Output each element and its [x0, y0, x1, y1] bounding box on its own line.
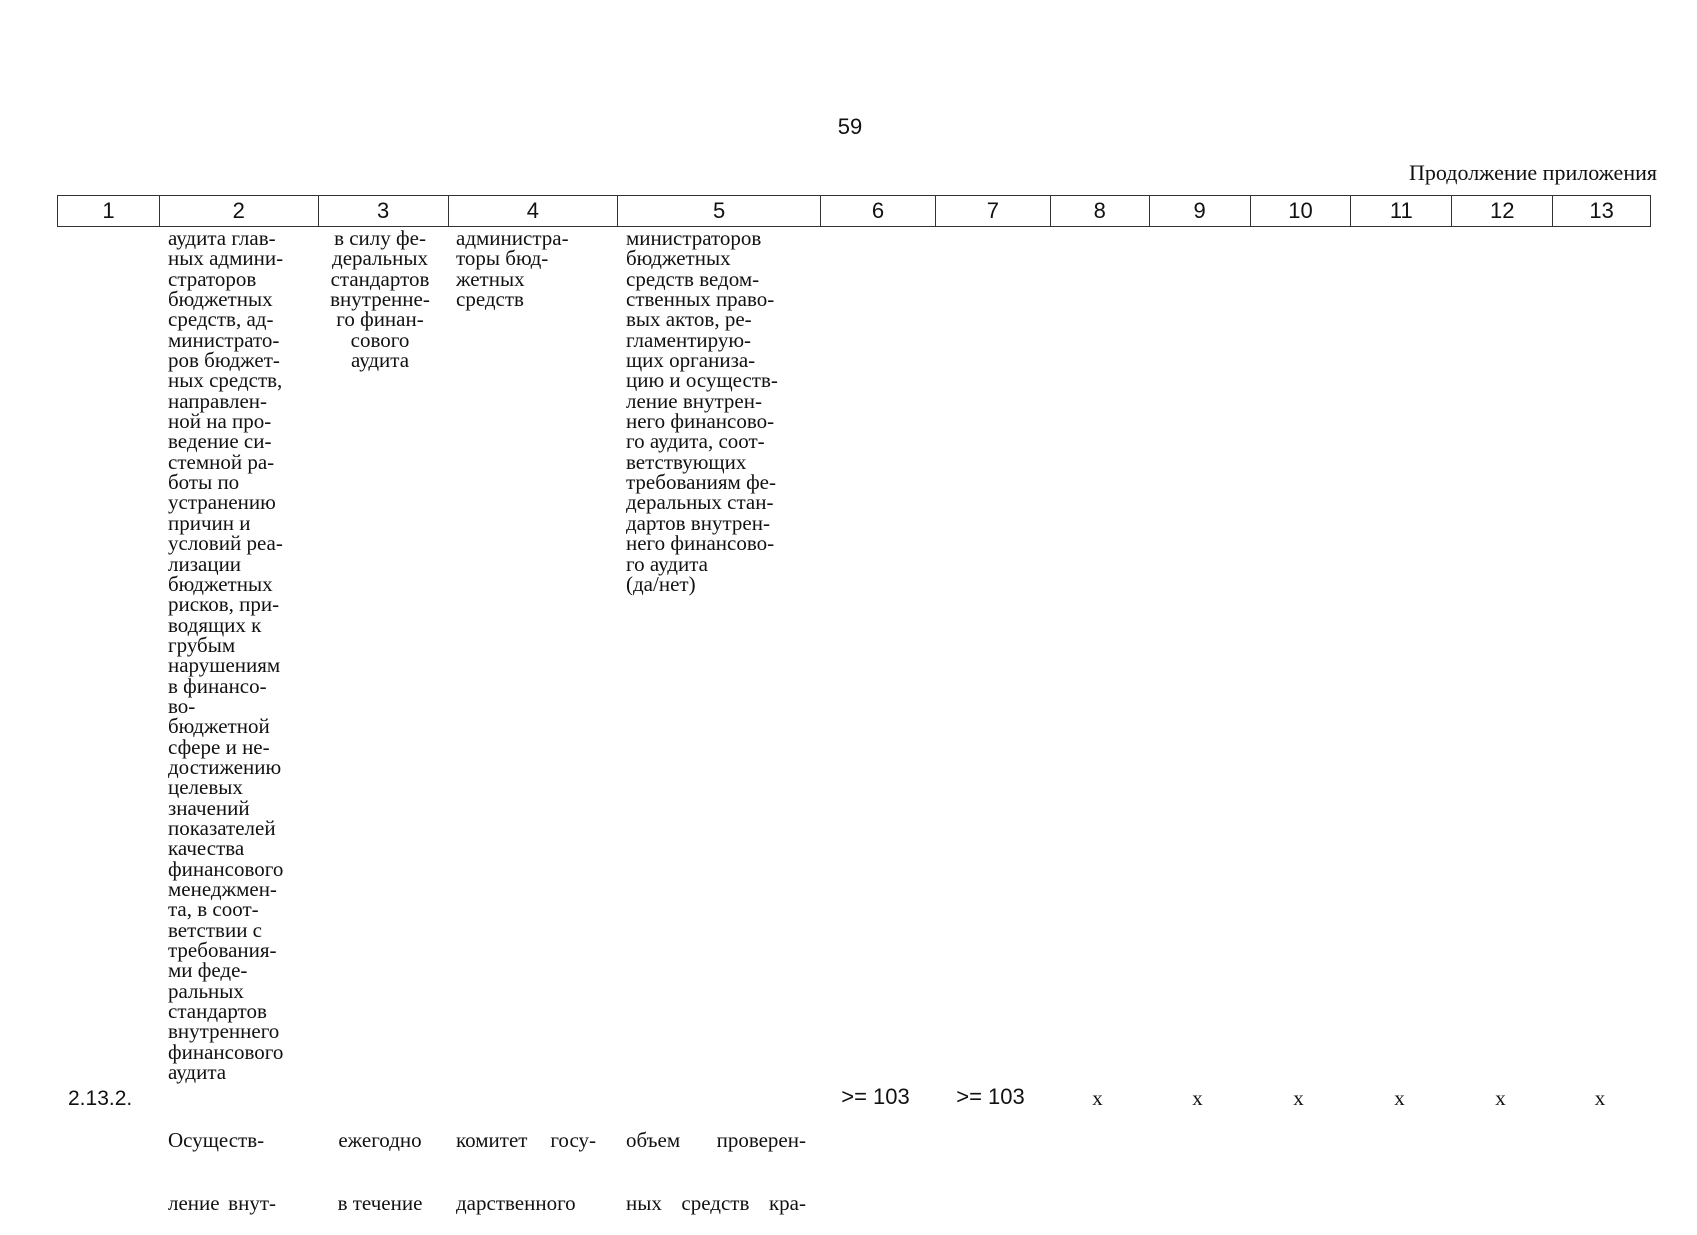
header-col-12: 12	[1451, 196, 1552, 226]
header-col-11: 11	[1350, 196, 1451, 226]
row2-col5-line2: ных средств кра-	[626, 1191, 806, 1215]
row2-col4-line1: комитет госу-	[456, 1128, 596, 1152]
header-col-9: 9	[1149, 196, 1250, 226]
header-col-2: 2	[159, 196, 318, 226]
table-header-row	[57, 195, 1651, 227]
row2-col11-value: x	[1394, 1086, 1405, 1110]
header-col-8: 8	[1050, 196, 1149, 226]
continuation-label: Продолжение приложения	[1409, 160, 1657, 185]
row2-col5-line1: объем проверен-	[626, 1128, 806, 1152]
row2-col4-line2: дарственного	[456, 1191, 576, 1215]
row1-col3-text: в силу фе- деральных стандартов внутренне- го финан- сового аудита	[330, 226, 430, 373]
row1-col4-text: администра- торы бюд- жетных средств	[456, 226, 569, 312]
header-col-5: 5	[617, 196, 820, 226]
header-col-4: 4	[448, 196, 618, 226]
row2-col9-value: x	[1192, 1086, 1203, 1110]
page-number: 59	[837, 114, 863, 139]
header-col-7: 7	[935, 196, 1050, 226]
row2-col6-value: >= 103	[841, 1084, 910, 1109]
row1-col2-text: аудита глав- ных админи- страторов бюджетных средств, ад- министрато- ров бюджет- ных средств, направлен- ной на про- ведение си- стемной ра- боты по устранению причин и условий реа- лизации бюджетных рисков, при- водящих к грубым нарушениям в финансо- во- бюджетной сфере и не- достижению целевых значений показателей качества финансового менеджмен- та, в соот- ветствии с требования- ми феде- ральных стандартов внутреннего финансового аудита	[168, 226, 284, 1085]
header-col-3: 3	[318, 196, 448, 226]
row2-col3-line1: ежегодно	[338, 1128, 422, 1152]
row2-col3-text	[318, 1088, 442, 1235]
row2-col3-line2: в течение	[337, 1191, 423, 1215]
row2-col2-text	[168, 1088, 288, 1235]
header-col-6: 6	[820, 196, 935, 226]
header-col-10: 10	[1250, 196, 1351, 226]
row2-col13-value: x	[1594, 1086, 1606, 1110]
row1-col5-text: министраторов бюджетных средств ведом- ственных право- вых актов, ре- гламентирую- щих организа- цию и осуществ- ление внутрен- него финансово- го аудита, соот- ветствующих требованиям фе- деральных стан- дартов внутрен- него финансово- го аудита (да/нет)	[626, 226, 778, 596]
header-col-1: 1	[102, 198, 115, 223]
row2-col2-line1: Осуществ-	[168, 1128, 265, 1152]
row2-col8-value: x	[1092, 1086, 1103, 1110]
row2-col10-value: x	[1293, 1086, 1304, 1110]
row2-col1-number: 2.13.2.	[68, 1087, 133, 1110]
row2-col12-value: x	[1495, 1086, 1506, 1110]
row2-col2-line2: ление внут-	[168, 1191, 276, 1215]
row2-col7-value: >= 103	[956, 1084, 1025, 1109]
row2-col4-text	[456, 1088, 596, 1235]
row2-col5-text	[626, 1088, 806, 1235]
header-col-13: 13	[1552, 196, 1650, 226]
